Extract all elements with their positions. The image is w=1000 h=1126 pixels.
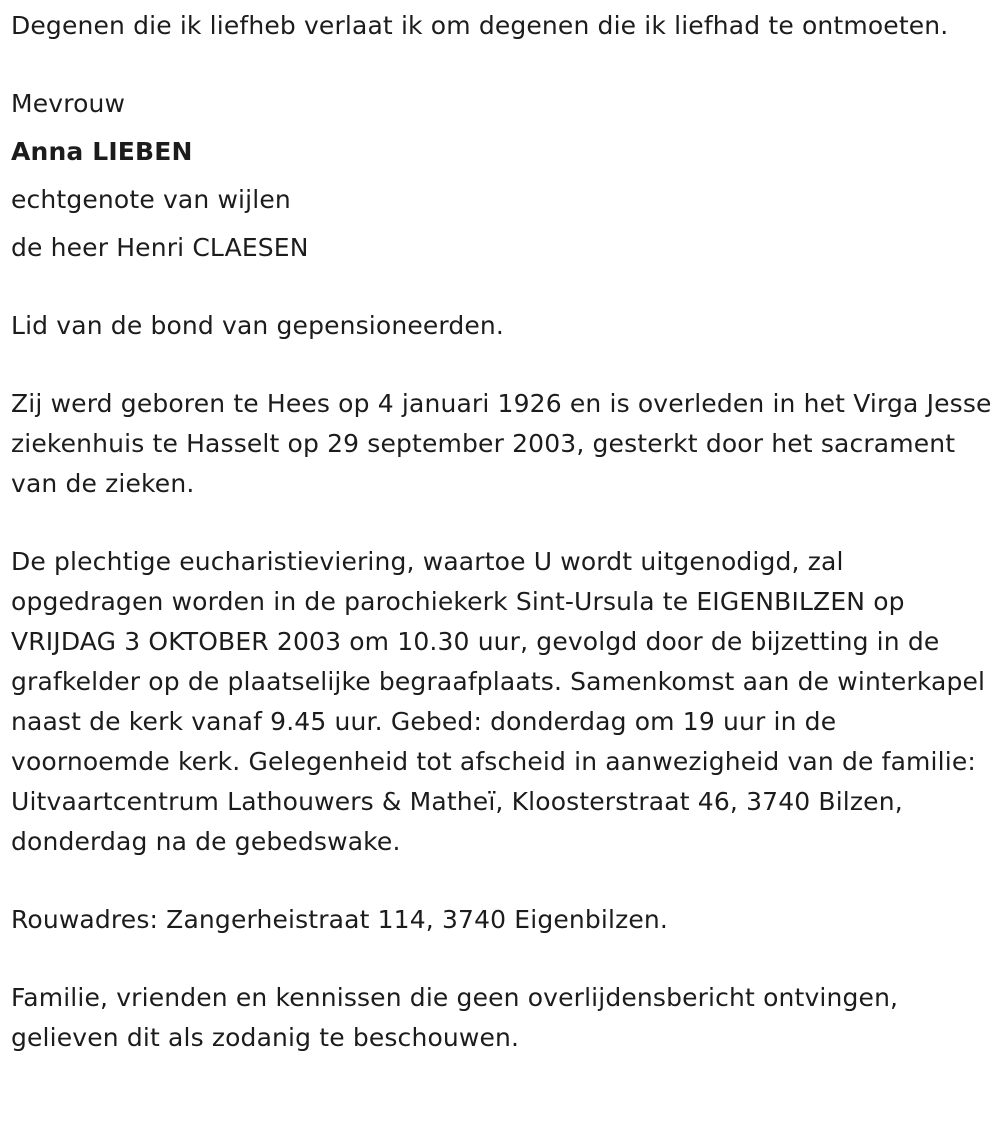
person-block — [11, 80, 1000, 272]
salutation: Mevrouw — [11, 89, 126, 118]
birth-death-paragraph: Zij werd geboren te Hees op 4 januari 1926 en is overleden in het Virga Jesse ziekenhuis te Hasselt op 29 september 2003, gesterkt door het sacrament van de zieken. — [11, 389, 992, 498]
closing-paragraph: Familie, vrienden en kennissen die geen overlijdensbericht ontvingen, gelieven dit als zodanig te beschouwen. — [11, 983, 899, 1052]
ceremony-paragraph: De plechtige eucharistieviering, waartoe U wordt uitgenodigd, zal opgedragen worden in de parochiekerk Sint-Ursula te EIGENBILZEN op VRIJDAG 3 OKTOBER 2003 om 10.30 uur, gevolgd door de bijzetting in de grafkelder op de plaatselijke begraafplaats. Samenkomst aan de winterkapel naast de kerk vanaf 9.45 uur. Gebed: donderdag om 19 uur in de voornoemde kerk. Gelegenheid tot afscheid in aanwezigheid van de familie: Uitvaartcentrum Lathouwers & Matheï, Kloosterstraat 46, 3740 Bilzen, donderdag na de gebedswake. — [11, 547, 986, 856]
deceased-name: Anna LIEBEN — [11, 137, 193, 166]
spouse-line-1: echtgenote van wijlen — [11, 185, 291, 214]
mourning-address: Rouwadres: Zangerheistraat 114, 3740 Eigenbilzen. — [11, 905, 668, 934]
membership-text: Lid van de bond van gepensioneerden. — [11, 311, 505, 340]
motto-text: Degenen die ik liefheb verlaat ik om degenen die ik liefhad te ontmoeten. — [11, 11, 949, 40]
spouse-line-2: de heer Henri CLAESEN — [11, 233, 309, 262]
